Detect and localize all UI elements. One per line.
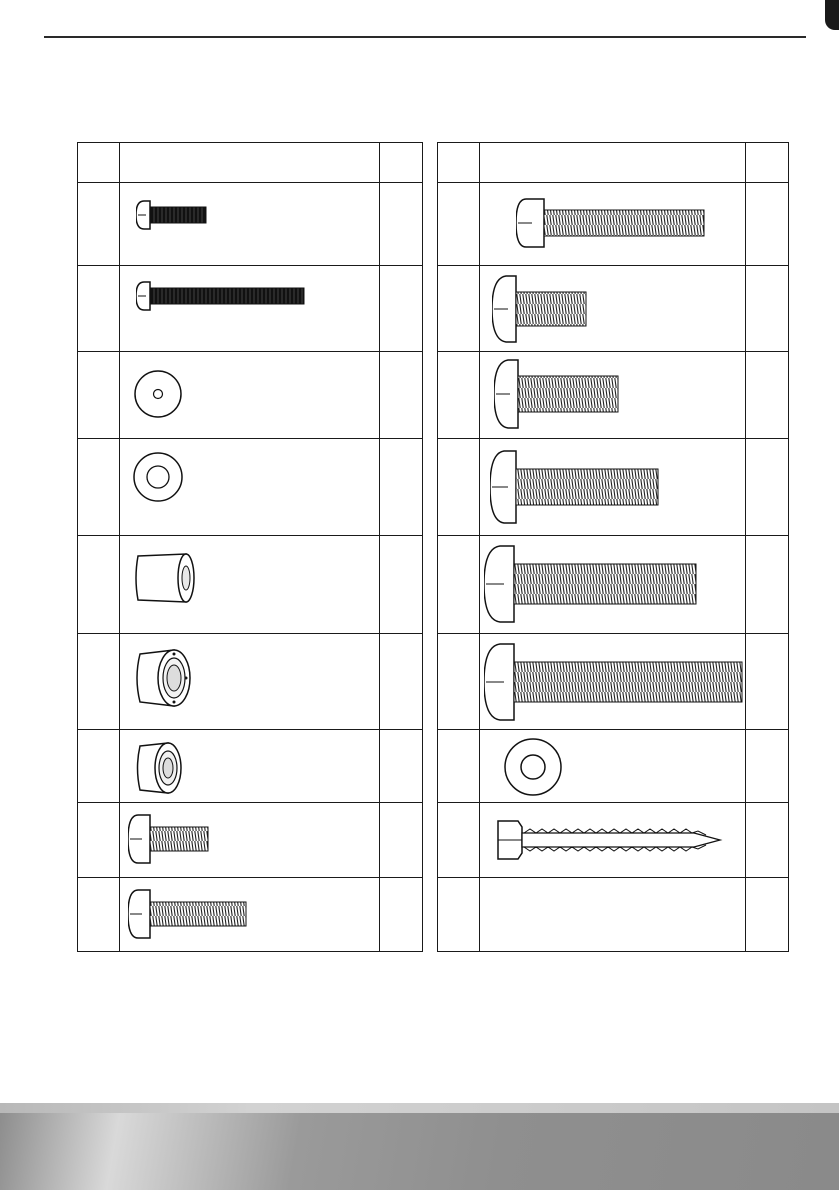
table-row — [78, 352, 423, 439]
part-image-cell — [480, 183, 746, 266]
table-row — [78, 803, 423, 878]
part-number — [438, 266, 480, 352]
part-number — [78, 803, 120, 878]
part-image-cell-empty — [480, 878, 746, 952]
m-screw-long-icon — [490, 449, 680, 525]
large-spacer-ring-icon — [128, 644, 208, 714]
part-image-cell — [480, 730, 746, 803]
part-number — [78, 878, 120, 952]
part-qty — [746, 266, 789, 352]
spacer-icon — [130, 550, 210, 610]
part-image-cell — [120, 183, 380, 266]
header-part — [480, 143, 746, 183]
part-qty — [380, 803, 423, 878]
part-image-cell — [120, 878, 380, 952]
part-qty — [746, 730, 789, 803]
m-screw-xlong-icon — [484, 544, 714, 624]
table-row — [78, 730, 423, 803]
part-qty — [380, 439, 423, 536]
parts-table-right — [437, 142, 789, 952]
m-screw-medium-icon — [494, 358, 644, 430]
header-qty — [746, 143, 789, 183]
part-image-cell — [120, 634, 380, 730]
part-image-cell — [120, 730, 380, 803]
lag-screw-icon — [494, 815, 724, 865]
table-row — [438, 878, 789, 952]
table-row — [78, 266, 423, 352]
part-number — [78, 634, 120, 730]
part-qty — [380, 536, 423, 634]
table-row — [78, 536, 423, 634]
header-rule — [44, 36, 806, 38]
table-row — [78, 878, 423, 952]
small-washer-icon — [128, 364, 188, 424]
part-image-cell — [480, 439, 746, 536]
part-image-cell — [120, 266, 380, 352]
part-number — [438, 183, 480, 266]
table-row — [438, 266, 789, 352]
table-row — [438, 352, 789, 439]
part-image-cell — [480, 536, 746, 634]
large-washer-icon — [128, 447, 188, 507]
part-qty — [380, 634, 423, 730]
part-number — [78, 266, 120, 352]
part-qty — [380, 730, 423, 803]
part-number — [438, 439, 480, 536]
medium-screw-icon — [128, 886, 258, 942]
header-no — [78, 143, 120, 183]
header-qty — [380, 143, 423, 183]
part-qty — [380, 183, 423, 266]
part-number — [438, 536, 480, 634]
table-row — [78, 439, 423, 536]
short-screw-icon — [128, 811, 218, 867]
part-image-cell — [120, 352, 380, 439]
part-image-cell — [120, 803, 380, 878]
part-qty — [380, 266, 423, 352]
part-qty — [746, 536, 789, 634]
part-qty — [746, 803, 789, 878]
long-thin-screw-icon — [516, 195, 706, 251]
part-qty — [746, 183, 789, 266]
table-header-row — [438, 143, 789, 183]
table-row — [438, 730, 789, 803]
part-image-cell — [120, 536, 380, 634]
header-no — [438, 143, 480, 183]
part-image-cell — [480, 352, 746, 439]
table-row — [438, 803, 789, 878]
part-image-cell — [480, 803, 746, 878]
table-row — [438, 439, 789, 536]
page-footer — [0, 1103, 839, 1190]
part-number — [438, 803, 480, 878]
table-header-row — [78, 143, 423, 183]
part-number — [438, 730, 480, 803]
table-row — [78, 183, 423, 266]
m-screw-short-icon — [492, 274, 602, 344]
table-row — [438, 634, 789, 730]
part-number — [78, 536, 120, 634]
page-corner-tab — [825, 0, 839, 30]
part-qty — [746, 634, 789, 730]
part-qty — [746, 352, 789, 439]
flat-washer-icon — [498, 732, 568, 802]
part-number — [78, 183, 120, 266]
part-image-cell — [480, 634, 746, 730]
m-screw-xxlong-icon — [484, 642, 746, 722]
long-bolt-icon — [136, 276, 316, 316]
part-qty — [746, 878, 789, 952]
part-number — [78, 352, 120, 439]
part-number — [438, 878, 480, 952]
part-number — [438, 634, 480, 730]
header-part — [120, 143, 380, 183]
table-row — [438, 536, 789, 634]
part-qty — [746, 439, 789, 536]
part-number — [78, 439, 120, 536]
parts-table-left — [77, 142, 423, 952]
part-number — [438, 352, 480, 439]
part-qty — [380, 878, 423, 952]
small-spacer-ring-icon — [130, 738, 200, 798]
part-image-cell — [480, 266, 746, 352]
part-image-cell — [120, 439, 380, 536]
small-bolt-icon — [136, 195, 216, 235]
table-row — [438, 183, 789, 266]
footer-band — [0, 1103, 839, 1113]
part-number — [78, 730, 120, 803]
table-row — [78, 634, 423, 730]
part-qty — [380, 352, 423, 439]
